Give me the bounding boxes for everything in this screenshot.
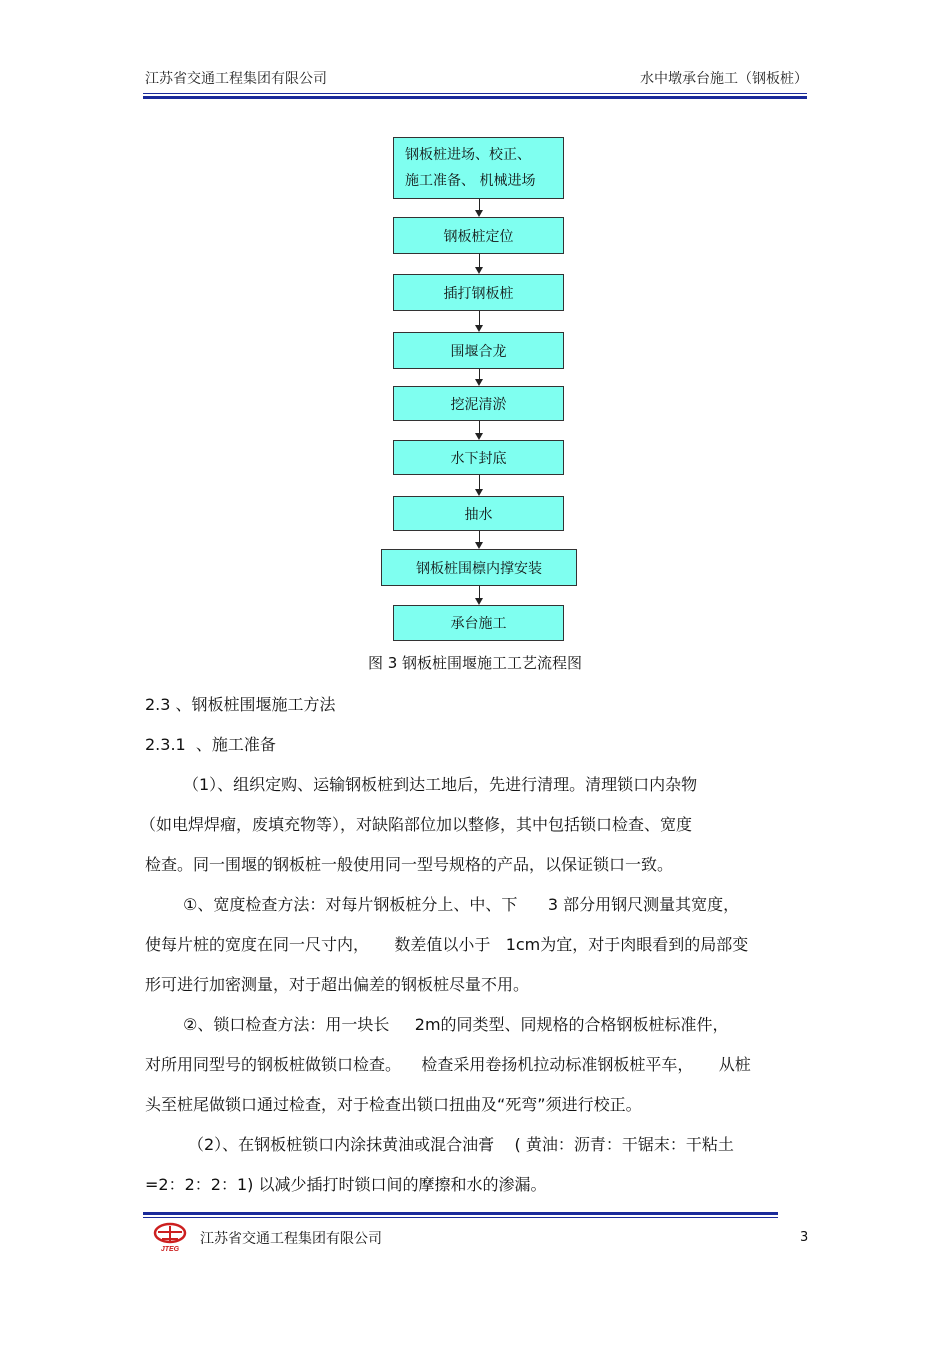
paragraph-line: 形可进行加密测量，对于超出偏差的钢板桩尽量不用。 — [145, 975, 530, 994]
flow-step-prepare-line1: 钢板桩进场、校正、 — [405, 147, 531, 163]
footer-rule-thick — [143, 1212, 778, 1215]
footer-rule-thin — [143, 1217, 778, 1218]
paragraph-line: ②、锁口检查方法：用一块长 2m的同类型、同规格的合格钢板桩标准件， — [183, 1015, 729, 1034]
header-company: 江苏省交通工程集团有限公司 — [145, 71, 327, 87]
flow-step-prepare — [393, 137, 564, 199]
jteg-logo-icon — [148, 1221, 192, 1253]
paragraph-line: =2：2：2：1) 以减少插打时锁口间的摩擦和水的渗漏。 — [145, 1175, 547, 1194]
logo-text: JTEG — [160, 1246, 180, 1253]
flow-step-bracing: 钢板桩围檩内撑安装 — [381, 549, 577, 586]
paragraph-line: （2）、在钢板桩锁口内涂抹黄油或混合油膏 ( 黄油：沥青：干锯末：干粘土 — [188, 1135, 734, 1154]
footer-company: 江苏省交通工程集团有限公司 — [200, 1231, 382, 1247]
flow-step-cap: 承台施工 — [393, 605, 564, 641]
paragraph-line: 头至桩尾做锁口通过检查，对于检查出锁口扭曲及“死弯”须进行校正。 — [145, 1095, 642, 1114]
paragraph-line: 对所用同型号的钢板桩做锁口检查。 检查采用卷扬机拉动标准钢板桩平车， 从桩 — [145, 1055, 751, 1074]
page-number: 3 — [800, 1230, 809, 1245]
header-title: 水中墩承台施工（钢板桩） — [640, 71, 808, 87]
flow-step-sealing: 水下封底 — [393, 440, 564, 475]
header-rule-thin — [143, 93, 807, 94]
flow-step-prepare-line2: 施工准备、 机械进场 — [405, 173, 536, 189]
flow-step-closure: 围堰合龙 — [393, 332, 564, 369]
section-heading: 2.3 、钢板桩围堰施工方法 — [145, 695, 336, 714]
header-rule-thick — [143, 96, 807, 99]
paragraph-line: 使每片桩的宽度在同一尺寸内， 数差值以小于 1cm为宜，对于肉眼看到的局部变 — [145, 935, 749, 954]
subsection-heading: 2.3.1 、施工准备 — [145, 735, 276, 754]
figure-caption: 图 3 钢板桩围堰施工工艺流程图 — [367, 654, 583, 672]
flow-step-positioning: 钢板桩定位 — [393, 217, 564, 254]
flow-step-driving: 插打钢板桩 — [393, 274, 564, 311]
paragraph-line: 检查。同一围堰的钢板桩一般使用同一型号规格的产品，以保证锁口一致。 — [145, 855, 674, 874]
paragraph-line: （1）、组织定购、运输钢板桩到达工地后，先进行清理。清理锁口内杂物 — [183, 775, 698, 794]
paragraph-line: （如电焊焊瘤，废填充物等），对缺陷部位加以整修，其中包括锁口检查、宽度 — [140, 815, 693, 834]
paragraph-line: ①、宽度检查方法：对每片钢板桩分上、中、下 3 部分用钢尺测量其宽度， — [183, 895, 740, 914]
flow-step-dredging: 挖泥清淤 — [393, 386, 564, 421]
flow-step-pumping: 抽水 — [393, 496, 564, 531]
